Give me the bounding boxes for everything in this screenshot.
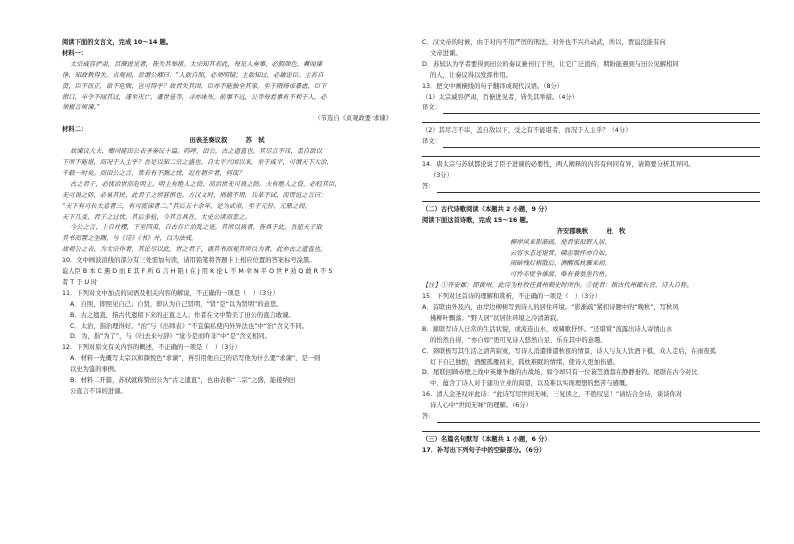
question-14: 14．唐太宗与苏轼都论说了臣子进谏的必要性，两人阐释的内容有何同有异，请简要分析其异同。 [422, 161, 695, 169]
reading-intro: 阅读下面的文言文，完成 10～14 题。 [62, 39, 173, 46]
material-2-author: 苏 轼 [245, 137, 265, 145]
question-12-option: 的人，让奏议得以发挥作用。 [430, 71, 512, 79]
question-12-option: 文帝进谏。 [430, 49, 462, 57]
material-2-line: 古之君子，必忧治世而危明主。明主有绝人之资，而治世无可畏之防。夫有绝人之资，必轻其臣， [70, 180, 341, 188]
answer-line[interactable] [422, 423, 760, 432]
answer-line[interactable] [422, 114, 760, 123]
answer-line[interactable] [422, 103, 760, 114]
right-column [422, 38, 760, 457]
material-2-line: 其书而置之坐隅，与《诗》《书》并，以为法戒。 [62, 235, 198, 243]
answer-line[interactable] [422, 137, 760, 148]
poem-title: 齐安郡晚秋 [556, 227, 589, 235]
question-11-option: D．为，指“为了”，与《归去来兮辞》“觉今是而昨非”中“是”含义相同。 [70, 333, 271, 341]
poem-heading [422, 227, 760, 238]
left-column [62, 38, 392, 398]
material-2-line: 千载一时矣。而田公之言，常若有不测之忧，近在朝夕者，何哉？ [62, 169, 245, 177]
material-2-line: 故谏议大夫、赠司徒田公表圣奏议十篇。呜呼，田公，古之遗直也。其尽言不讳，盖自敌以 [70, 148, 322, 156]
answer-label: 译文： [422, 104, 441, 112]
answer-line[interactable] [422, 412, 760, 423]
question-15-option: 拂柳叶飘落；“野人居”状居住环境之冷清萧寂。 [430, 314, 563, 322]
poem-line: 柳岸风来影渐疏，使君家似野人居。 [510, 238, 611, 246]
question-12-option: B．材料二开篇，苏轼就称赞田公为“古之遗直”，也由表称“二宗”之盛，能接纳田 [70, 377, 296, 385]
answer-line[interactable] [422, 182, 760, 193]
question-11-option: A．自照，即照见自己；自贤，即认为自己贤明，“贤”是“以为贤明”的意思。 [70, 300, 283, 308]
question-13-part-2: （2）其尽言不讳，盖自敌以下，受之有不能堪者，而况于人主乎？（4分） [422, 127, 632, 135]
answer-label: 答： [422, 413, 435, 421]
answer-label: 答： [422, 182, 435, 190]
question-17: 17．补写出下列句子中的空缺部分。（6分） [422, 446, 546, 454]
question-12-option: D．苏轼认为学者要得到田公的奏议兼刊行于世，让它广泛流传，期盼能遇到与田公见解相同 [422, 60, 679, 68]
section-3-heading: （三）名篇名句默写（本题共 1 小题，6 分） [422, 436, 551, 443]
question-12-option: A．材料一先概写太宗以和颜悦色“求谏”，再引用他自己的话写他为什么要“求谏”，是一则 [70, 355, 321, 363]
question-11-option: C．太治，指治理得好。“治”与《出师表》“不宜偏私使内外异法也”中“治”含义不同。 [70, 322, 309, 330]
material-2-line: 无可畏之防，必易其民，此君子之所甚惧也。方汉文时，刑措不用，兵革不试，而贾谊之言曰： [62, 191, 327, 199]
material-2-heading [62, 136, 392, 147]
poem-line: 云容水态还堪赏，啸志歌怀亦自如。 [510, 249, 611, 257]
poem-note: 【注】①齐安郡：即黄州。此诗为杜牧任黄州刺史时所作。②使君：指古代州郡长官，诗人自称。 [422, 282, 693, 290]
question-15-option: C．颈联极写其生活之清苦寂寞，写诗人消遣排遣秋夜的情景，诗人与友人饮酒下棋，众人走后，在雨夜孤 [422, 347, 717, 355]
question-15-option: A．首联由外及内，由岸边柳树写到诗人的居住环境。“影渐疏”紧扣诗题中的“晚秋”，写秋风 [422, 304, 679, 312]
material-2-line: 今公之言，上自社稷，下至四夷，自古存亡治乱之迹，其所以畏者，皆具于此。吾愿天子取 [70, 224, 322, 232]
material-2-title: 田表圣奏议叙 [189, 137, 228, 145]
material-1-label: 材料一： [62, 49, 88, 57]
material-2-line: 故观公之表，为太宗作者，其论尽以此。世之君子，诵其书而观其所以为者，此亦古之遗直也。 [62, 246, 327, 254]
question-13-part-1: （1）太宗威容俨肃，百僚进见者，皆失其举措。（4分） [422, 93, 578, 101]
poem-line: 雨暗残灯棋散后，酒醒孤枕雁来初。 [510, 260, 611, 268]
section-2-heading: （二）古代诗歌阅读（本题共 2 小题，9 分） [422, 205, 551, 213]
question-13: 13．把文中画横线的句子翻译成现代汉语。（8分） [422, 82, 564, 90]
question-12: 12．下列对原文有关内容的概述，不正确的一项是（ ）（3分） [62, 344, 241, 352]
material-1-source: （节选自《贞观政要·求谏》 [314, 115, 392, 123]
section-2-intro: 阅读下面这首诗歌，完成 15～16 题。 [422, 216, 533, 224]
question-11-option: B．古之遗直，指古代遗留下来的正直之人；作者在文中赞美了田公的直言敢谏。 [70, 311, 295, 319]
question-15: 15．下列对这首诗的理解和赏析，不正确的一项是（ ）（3分） [422, 293, 601, 301]
poem-author: 杜 牧 [606, 227, 626, 235]
question-10-options: 者 T 于 U 时 [62, 278, 98, 286]
question-11: 11．下列对文中加点的词语及相关内容的解说，不正确的一项是（ ）（3分） [62, 289, 279, 297]
question-14-score: （3分） [430, 172, 453, 180]
answer-line[interactable] [422, 193, 760, 202]
material-1-line: 贤，臣不匡正，欲不危败，岂可得乎？故君失其国，臣亦不能独全其家。至于隋炀帝暴虐，臣下 [62, 82, 327, 90]
question-12-option: 以史为鉴的事例。 [70, 366, 121, 374]
question-15-option: 的怡然自得，“亦自如”更可见诗人悠然自足、乐在其中的意趣。 [430, 336, 607, 344]
question-15-option: 中，蕴含了诗人对于建功立业的渴望，以及难以实现理想的愁苦与感慨。 [430, 380, 632, 388]
poem-line: 可怜赤壁争雄渡，唯有蓑翁坐钓鱼。 [510, 271, 611, 279]
question-15-option: B．颔联写诗人日常的生活状貌，或流连山水，或啸歌抒怀。“还堪赏”流露出诗人寄情山水 [422, 325, 673, 333]
question-12-option: C．汉文帝的时候，由于对内不用严厉的刑法，对外也不兴兵动武，所以，贾谊没能有向 [422, 39, 666, 46]
question-10-options: 谊人臣 B 本 C 遇 D 而 E 其 F 所 G 言 H 陷 I 在 J 用 K 论 L 不 M 幸 N 平 O 世 P 劝 Q 敢 R 不 S [62, 268, 333, 276]
answer-label: 译文： [422, 138, 441, 146]
question-10: 10．文中画波浪线的部分有三处需加句读，请用铅笔将答题卡上相应位置的答案标号涂黑。 [62, 257, 316, 265]
question-12-option: 公直言不讳的进谏。 [70, 388, 127, 395]
question-16-cont: 诗人心中“世间无味”的理解。（6分） [430, 402, 532, 410]
question-16: 16．清人金圣叹评此诗：“此诗写尽世间无味，三复读之，不胜叹息！”请结合全诗，谈谈你对 [422, 391, 683, 399]
material-1-line: 须极言规谏。” [62, 104, 100, 112]
question-15-option: 灯下自己独酌，酒醒孤雁初来，孤枕难眠的情绪，使诗人更加伤感。 [430, 358, 619, 366]
material-2-label: 材料二： [62, 126, 88, 134]
material-2-line: 下所不能堪，而况于人主乎？吾是以知二宗之盛也。自太平兴国以来，至于咸平，可谓天下大治， [62, 158, 333, 166]
answer-line[interactable] [422, 148, 760, 157]
material-2-line: 天下几变，君子之过忧，其后多验，今其言具在，太史公读而悲之。 [62, 213, 251, 221]
material-1-line: 诤，知政教得失。贞观初，尝谓公卿曰：“人欲自照，必须明镜；主欲知过，必藉忠臣。主若自 [62, 71, 324, 79]
material-2-line: “天下有可长太息者三，有可流涕者二。”其后五十余年，是为武帝，至于元狩、元鼎之间， [62, 202, 311, 210]
material-1-line: 钳口，卒令不闻其过，遂至灭亡，虞世基等，寻亦诛死。前事不远，公等每看事有不利于人，必 [62, 93, 327, 101]
material-1-line: 太宗威容俨肃，百僚进见者，皆失其举措。太宗知其若此，每见人奏事，必假颜色，冀闻谏 [70, 60, 322, 68]
question-15-option: D．尾联回顾赤壁之战中英雄争雄的古战场，如今却只有一位蓑笠渔翁在静静垂钓。尾联在古今对比 [422, 369, 698, 377]
